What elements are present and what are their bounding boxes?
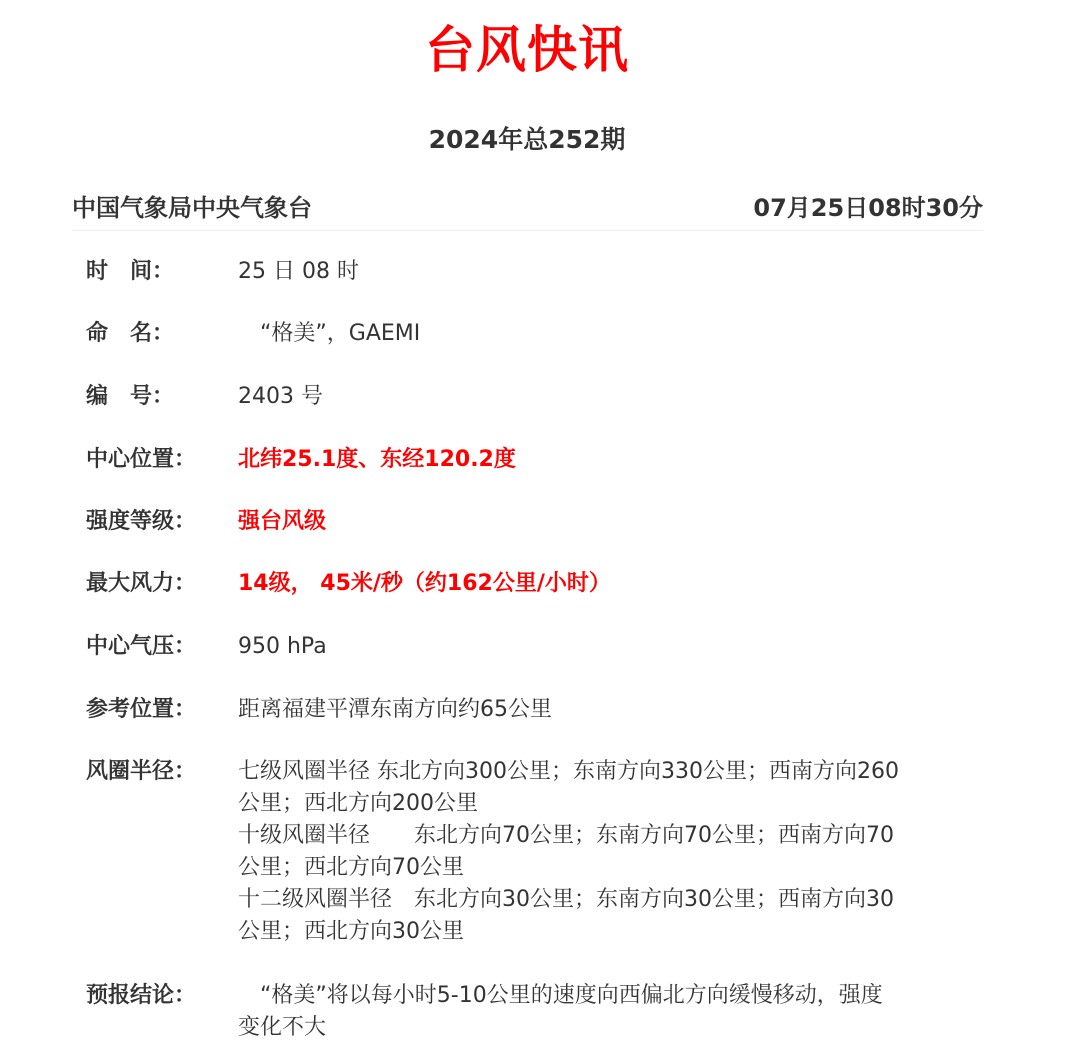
wind-radius-line: 公里；西北方向30公里 xyxy=(238,919,464,944)
field-label: 时 间： xyxy=(86,259,175,284)
field-label: 风圈半径： xyxy=(86,759,197,784)
field-value: 950 hPa xyxy=(238,634,327,659)
field-label: 命 名： xyxy=(86,321,175,346)
meta-row xyxy=(72,190,983,231)
field-label: 参考位置： xyxy=(86,697,197,722)
forecast-line: “格美”将以每小时5-10公里的速度向西偏北方向缓慢移动，强度 xyxy=(238,983,883,1008)
field-label: 中心位置： xyxy=(86,447,197,472)
wind-radius-line: 十二级风圈半径 东北方向30公里；东南方向30公里；西南方向30 xyxy=(238,887,894,912)
field-value xyxy=(238,756,963,948)
forecast-line: 变化不大 xyxy=(238,1015,327,1040)
agency-name: 中国气象局中央气象台 xyxy=(72,194,312,222)
field-value: “格美”，GAEMI xyxy=(238,321,421,346)
field-label: 中心气压： xyxy=(86,634,197,659)
field-value: 强台风级 xyxy=(238,509,327,534)
field-value: 北纬25.1度、东经120.2度 xyxy=(238,447,516,472)
field-label: 预报结论： xyxy=(86,983,197,1008)
wind-radius-line: 十级风圈半径 东北方向70公里；东南方向70公里；西南方向70 xyxy=(238,823,894,848)
field-value: 距离福建平潭东南方向约65公里 xyxy=(238,697,552,722)
field-value: 2403 号 xyxy=(238,384,323,409)
issue-number: 2024年总252期 xyxy=(428,125,626,154)
wind-radius-line: 公里；西北方向200公里 xyxy=(238,791,478,816)
page-title: 台风快讯 xyxy=(425,21,629,79)
field-value: 14级， 45米/秒（约162公里/小时） xyxy=(238,571,611,596)
wind-radius-line: 公里；西北方向70公里 xyxy=(238,855,464,880)
field-label: 编 号： xyxy=(86,384,175,409)
field-value: 25 日 08 时 xyxy=(238,259,359,284)
field-label: 强度等级： xyxy=(86,509,197,534)
publish-time: 07月25日08时30分 xyxy=(753,194,983,222)
wind-radius-line: 七级风圈半径 东北方向300公里；东南方向330公里；西南方向260 xyxy=(238,759,899,784)
field-label: 最大风力： xyxy=(86,571,197,596)
field-value xyxy=(238,980,963,1044)
